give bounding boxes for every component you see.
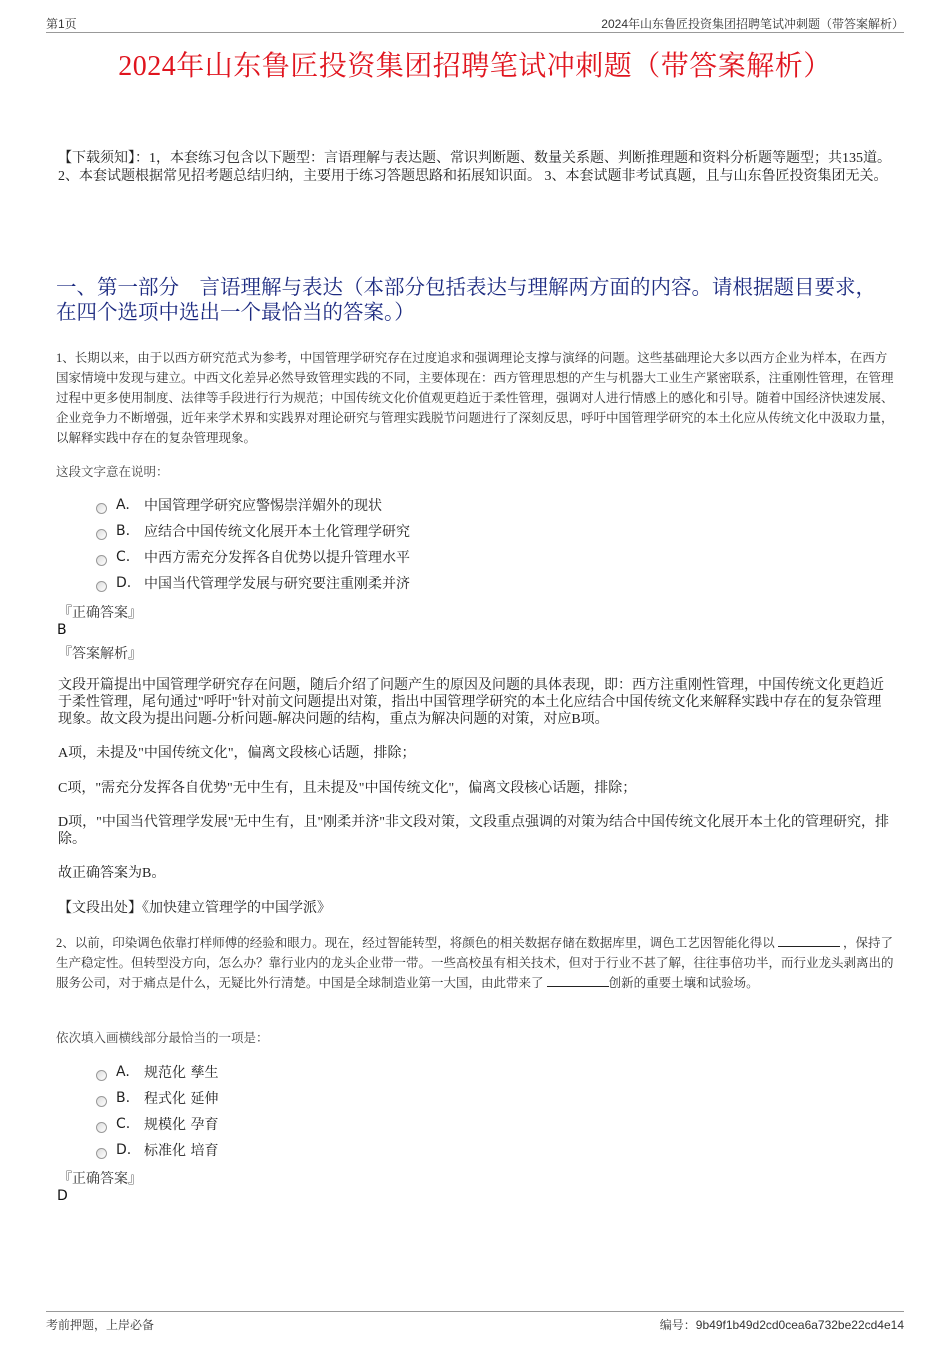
question-1-source: 【文段出处】《加快建立管理学的中国学派》 — [58, 901, 331, 916]
question-1-option-a[interactable] — [96, 492, 596, 518]
document-title: 2024年山东鲁匠投资集团招聘笔试冲刺题（带答案解析） — [118, 51, 832, 82]
option-text: 程式化 延伸 — [144, 1091, 219, 1107]
question-2-option-c[interactable] — [96, 1111, 596, 1137]
option-text: 中国当代管理学发展与研究要注重刚柔并济 — [144, 576, 410, 592]
question-2-stem-part1: 2、以前，印染调色依靠打样师傅的经验和眼力。现在，经过智能转型，将颜色的相关数据存储在数据库里，调色工艺因智能化得以 — [56, 936, 775, 950]
option-letter: B. — [116, 523, 131, 539]
page-footer — [46, 1311, 904, 1332]
radio-button-icon[interactable] — [96, 1148, 107, 1159]
question-2-stem-part2: ，保持了生产稳定性。但转型没方向，怎么办？靠行业内的龙头企业带一带。一些高校虽有相关技术，但对于行业不甚了解，往往事倍功半，而行业龙头剥离出的服务公司，对于痛点是什么，无疑比外行清楚。中国是全球制造业第一大国，由此带来了 — [56, 936, 894, 990]
question-2-option-d[interactable] — [96, 1137, 596, 1163]
option-letter: A. — [116, 1064, 130, 1080]
radio-button-icon[interactable] — [96, 1096, 107, 1107]
question-1-correct-answer: B — [57, 622, 67, 638]
option-letter: B. — [116, 1090, 131, 1106]
option-letter: A. — [116, 497, 130, 513]
question-1-analysis-d: D项，"中国当代管理学发展"无中生有，且"刚柔并济"非文段对策，文段重点强调的对策为结合中国传统文化展开本土化的管理研究，排除。 — [58, 815, 889, 847]
option-letter: C. — [116, 549, 131, 565]
question-1-option-b[interactable] — [96, 518, 596, 544]
question-1-options — [96, 492, 596, 596]
section-heading: 一、第一部分 言语理解与表达（本部分包括表达与理解两方面的内容。请根据题目要求，在四个选项中选出一个最恰当的答案。） — [56, 277, 876, 324]
fill-blank-1 — [778, 934, 840, 947]
option-text: 规范化 孳生 — [144, 1065, 219, 1081]
option-text: 规模化 孕育 — [144, 1117, 219, 1133]
option-text: 应结合中国传统文化展开本土化管理学研究 — [144, 524, 410, 540]
fill-blank-2 — [547, 974, 609, 987]
download-notice: 【下载须知】：1，本套练习包含以下题型：言语理解与表达题、常识判断题、数量关系题、判断推理题和资料分析题等题型；共135道。 2、本套试题根据常见招考题总结归纳，主要用于练习答题思路和拓展知识面。 3、本套试题非考试真题，且与山东鲁匠投资集团无关。 — [58, 151, 891, 184]
question-1-stem: 1、长期以来，由于以西方研究范式为参考，中国管理学研究存在过度追求和强调理论支撑与演绎的问题。这些基础理论大多以西方企业为样本，在西方国家情境中发现与建立。中西文化差异必然导致管理实践的不同，主要体现在：西方管理思想的产生与机器大工业生产紧密联系，注重刚性管理，在管理过程中更多使用制度、法律等手段进行行为规范；中国传统文化价值观更趋近于柔性管理，强调对人进行情感上的感化和引导。随着中国经济快速发展、企业竞争力不断增强，近年来学术界和实践界对理论研究与管理实践脱节问题进行了深刻反思，呼吁中国管理学研究的本土化应从传统文化中汲取力量，以解释实践中存在的复杂管理现象。 — [56, 351, 894, 445]
question-1-conclusion: 故正确答案为B。 — [58, 866, 166, 881]
question-1-prompt: 这段文字意在说明： — [56, 464, 169, 479]
option-text: 标准化 培育 — [144, 1143, 219, 1159]
footer-serial: 编号：9b49f1b49d2cd0cea6a732be22cd4e14 — [659, 1318, 904, 1332]
question-2-correct-answer: D — [57, 1188, 68, 1204]
question-1-analysis-a: A项，未提及"中国传统文化"，偏离文段核心话题，排除； — [58, 746, 416, 761]
header-doc-title: 2024年山东鲁匠投资集团招聘笔试冲刺题（带答案解析） — [601, 17, 904, 31]
option-letter: C. — [116, 1116, 131, 1132]
question-2-stem — [56, 933, 896, 993]
question-2-option-b[interactable] — [96, 1085, 596, 1111]
page-header — [46, 14, 904, 33]
question-2-options — [96, 1059, 596, 1163]
question-1-correct-label: 『正确答案』 — [58, 605, 142, 621]
question-1-analysis-main: 文段开篇提出中国管理学研究存在问题，随后介绍了问题产生的原因及问题的具体表现，即：西方注重刚性管理，中国传统文化更趋近于柔性管理，尾句通过"呼吁"针对前文问题提出对策，指出中国管理学研究的本土化应结合中国传统文化来解释实践中存在的复杂管理现象。故文段为提出问题-分析问题-解决问题的结构，重点为解决问题的对策，对应B项。 — [58, 678, 884, 727]
question-2-prompt: 依次填入画横线部分最恰当的一项是： — [56, 1030, 269, 1045]
option-text: 中国管理学研究应警惕崇洋媚外的现状 — [144, 498, 382, 514]
radio-button-icon[interactable] — [96, 1070, 107, 1081]
question-1-option-d[interactable] — [96, 570, 596, 596]
radio-button-icon[interactable] — [96, 1122, 107, 1133]
question-1-analysis-c: C项，"需充分发挥各自优势"无中生有，且未提及"中国传统文化"，偏离文段核心话题，排除； — [58, 781, 637, 796]
question-1-analysis-label: 『答案解析』 — [58, 646, 142, 662]
radio-button-icon[interactable] — [96, 555, 107, 566]
question-2-stem-part3: 创新的重要土壤和试验场。 — [608, 976, 759, 990]
radio-button-icon[interactable] — [96, 503, 107, 514]
question-2-correct-label: 『正确答案』 — [58, 1171, 142, 1187]
option-text: 中西方需充分发挥各自优势以提升管理水平 — [144, 550, 410, 566]
option-letter: D. — [116, 1142, 132, 1158]
question-1-option-c[interactable] — [96, 544, 596, 570]
footer-slogan: 考前押题，上岸必备 — [46, 1318, 155, 1332]
option-letter: D. — [116, 575, 132, 591]
radio-button-icon[interactable] — [96, 529, 107, 540]
question-2-option-a[interactable] — [96, 1059, 596, 1085]
page-number: 第1页 — [46, 17, 77, 31]
radio-button-icon[interactable] — [96, 581, 107, 592]
